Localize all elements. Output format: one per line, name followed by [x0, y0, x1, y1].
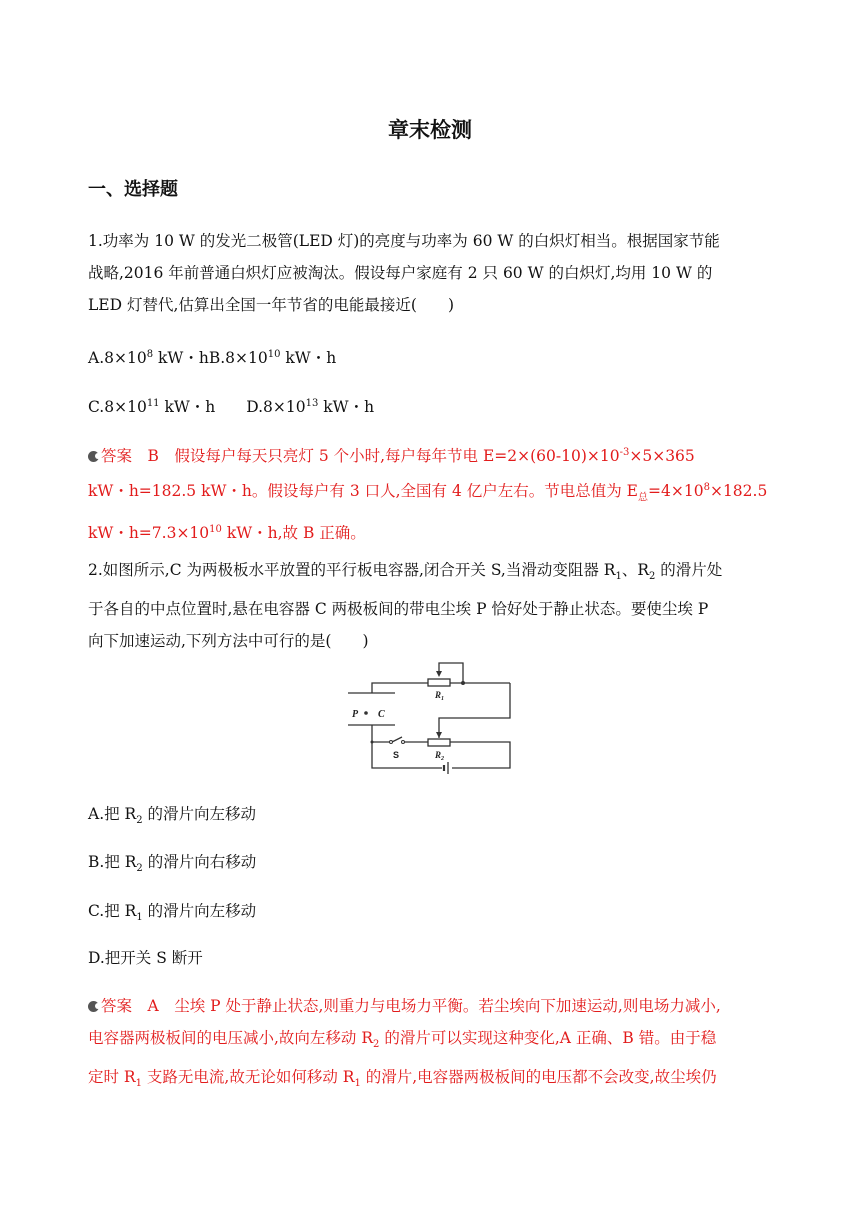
q1-option-c: $C.8\times 10^{11}$ kW・h [88, 397, 216, 416]
q2-line-2: 于各自的中点位置时,悬在电容器 C 两极板间的带电尘埃 P 恰好处于静止状态。要使尘埃 P [88, 600, 709, 619]
question-2-stem [88, 554, 778, 657]
switch-contact [390, 741, 393, 744]
label-c: C [378, 709, 385, 720]
q1-line-1: 1.功率为 10 W 的发光二极管(LED 灯)的亮度与功率为 60 W 的白炽灯相当。根据国家节能 [88, 232, 720, 250]
q2-option-b: B.把 $R_2$ 的滑片向右移动 [88, 853, 257, 875]
r1-slider-wire [439, 663, 463, 683]
q1-options-row-2 [88, 395, 374, 417]
q1-options-row-1 [88, 346, 336, 368]
switch-contact [402, 741, 405, 744]
junction-dot [371, 741, 374, 744]
q1-option-a: $A.8\times 10^8$ kW・h [88, 348, 209, 367]
dust-particle-p [364, 711, 368, 715]
wire-r2-right [450, 742, 510, 768]
q2-answer-line-2: 电容器两极板间的电压减小,故向左移动 $R_2$ 的滑片可以实现这种变化,A 正确、B 错。由于稳 [88, 1029, 717, 1051]
q1-option-d: $D.8\times 10^{13}$ kW・h [246, 397, 375, 416]
wire-right-down [439, 683, 510, 738]
r1-slider-arrow [436, 671, 442, 677]
label-r2: $R_2$ [435, 750, 445, 762]
label-p: P [352, 709, 359, 720]
q1-answer-line-2: kW・h=182.5 kW・h。假设每户有 3 口人,全国有 4 亿户左右。节电总值为 $E_总=4\times 10^8\times 182.5$ [88, 482, 768, 504]
resistor-r1 [428, 679, 450, 686]
q2-option-d: D.把开关 S 断开 [88, 949, 203, 967]
q1-line-2: 战略,2016 年前普通白炽灯应被淘汰。假设每户家庭有 2 只 60 W 的白炽灯,均用 10 W 的 [88, 264, 713, 282]
q1-line-3: LED 灯替代,估算出全国一年节省的电能最接近( ) [88, 296, 454, 314]
wire-top-left [372, 683, 428, 693]
q1-option-b: $B.8\times 10^{10}$ kW・h [208, 348, 337, 367]
q1-answer-line-3: kW・$h=7.3\times 10^{10}$ kW・h,故 B 正确。 [88, 524, 366, 543]
circuit-diagram [340, 660, 520, 775]
q2-answer [88, 990, 778, 1100]
label-s: S [393, 750, 400, 760]
label-r1: $R_1$ [435, 690, 445, 702]
answer-badge-icon [88, 451, 99, 462]
wire-cap-to-switch [372, 725, 390, 742]
question-1-stem [88, 225, 778, 321]
resistor-r2 [428, 739, 450, 746]
section-heading: 一、选择题 [88, 179, 178, 200]
q1-answer-line-1: 答案 B 假设每户每天只亮灯 5 个小时,每户每年节电 $E=2\times(60-10)\times 10^{-3}\times 5\times 365$ [88, 437, 778, 472]
q2-option-c: C.把 $R_1$ 的滑片向左移动 [88, 902, 257, 924]
q1-answer [88, 437, 778, 550]
q2-line-3: 向下加速运动,下列方法中可行的是( ) [88, 632, 369, 651]
junction-dot [461, 681, 465, 685]
answer-badge-icon [88, 1001, 99, 1012]
q2-answer-line-3: 定时 $R_1$ 支路无电流,故无论如何移动 $R_1$ 的滑片,电容器两极板间的电压都不会改变,故尘埃仍 [88, 1068, 717, 1090]
q2-line-1: 2.如图所示,C 为两极板水平放置的平行板电容器,闭合开关 S,当滑动变阻器 $R_1$、$R_2$ 的滑片处 [88, 561, 723, 583]
page-title: 章末检测 [388, 118, 472, 142]
q2-option-a: A.把 $R_2$ 的滑片向左移动 [88, 805, 257, 827]
r2-slider-arrow [436, 732, 442, 738]
q2-answer-line-1: 答案 A 尘埃 P 处于静止状态,则重力与电场力平衡。若尘埃向下加速运动,则电场力减小, [88, 990, 778, 1022]
switch-blade [392, 737, 402, 742]
